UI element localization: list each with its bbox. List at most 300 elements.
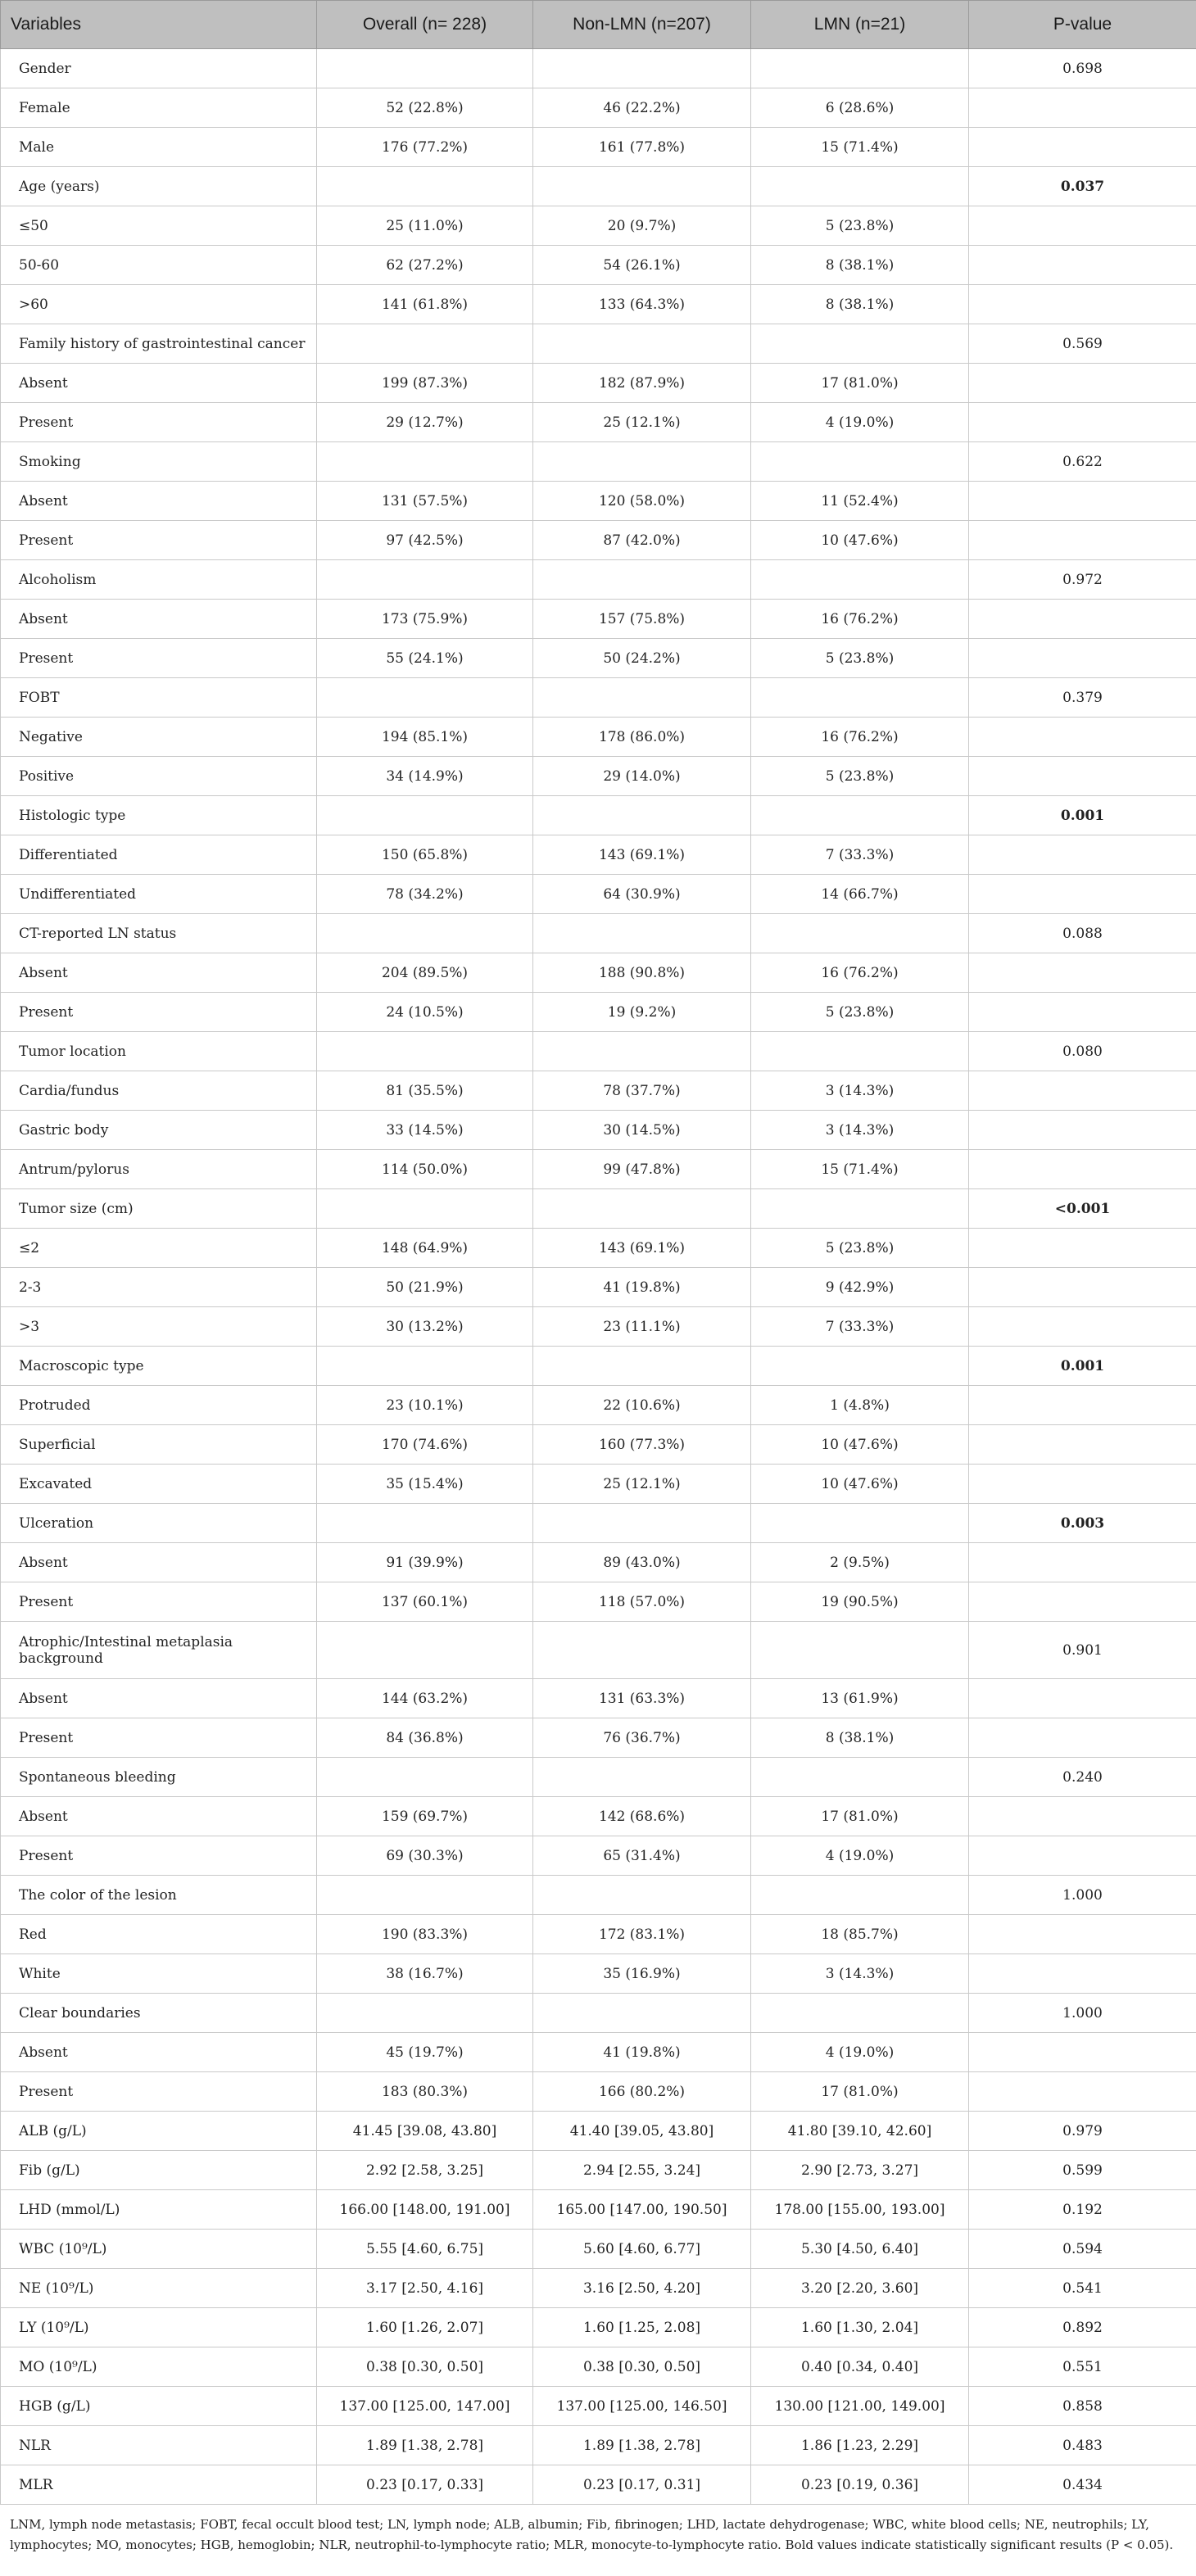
- table-row: [1, 167, 1196, 206]
- header-variables: Variables: [1, 1, 317, 49]
- lmn-cell: 19 (90.5%): [751, 1582, 969, 1622]
- lmn-cell: 11 (52.4%): [751, 482, 969, 521]
- table-row: [1, 1425, 1196, 1465]
- lmn-cell: [751, 1347, 969, 1386]
- overall-cell: 148 (64.9%): [317, 1229, 533, 1268]
- non-lmn-cell: [533, 678, 751, 718]
- variable-cell: Gender: [1, 49, 317, 88]
- lmn-cell: 18 (85.7%): [751, 1915, 969, 1954]
- variable-cell: White: [1, 1954, 317, 1994]
- p-value-cell: 0.698: [969, 49, 1196, 88]
- non-lmn-cell: 30 (14.5%): [533, 1111, 751, 1150]
- table-row: [1, 1836, 1196, 1876]
- table-row: [1, 1758, 1196, 1797]
- lmn-cell: 8 (38.1%): [751, 1718, 969, 1758]
- lmn-cell: 17 (81.0%): [751, 1797, 969, 1836]
- overall-cell: 137.00 [125.00, 147.00]: [317, 2387, 533, 2426]
- p-value-cell: [969, 482, 1196, 521]
- non-lmn-cell: 143 (69.1%): [533, 835, 751, 875]
- p-value-cell: 0.001: [969, 796, 1196, 835]
- non-lmn-cell: [533, 324, 751, 364]
- non-lmn-cell: 87 (42.0%): [533, 521, 751, 560]
- variable-cell: Spontaneous bleeding: [1, 1758, 317, 1797]
- overall-cell: 84 (36.8%): [317, 1718, 533, 1758]
- lmn-cell: [751, 678, 969, 718]
- overall-cell: 114 (50.0%): [317, 1150, 533, 1189]
- p-value-cell: [969, 1718, 1196, 1758]
- p-value-cell: 0.434: [969, 2465, 1196, 2505]
- lmn-cell: [751, 167, 969, 206]
- table-row: [1, 285, 1196, 324]
- overall-cell: 131 (57.5%): [317, 482, 533, 521]
- variable-cell: Protruded: [1, 1386, 317, 1425]
- lmn-cell: 9 (42.9%): [751, 1268, 969, 1307]
- overall-cell: 5.55 [4.60, 6.75]: [317, 2230, 533, 2269]
- overall-cell: 0.23 [0.17, 0.33]: [317, 2465, 533, 2505]
- variable-cell: FOBT: [1, 678, 317, 718]
- non-lmn-cell: 188 (90.8%): [533, 953, 751, 993]
- table-row: [1, 993, 1196, 1032]
- variable-cell: Absent: [1, 953, 317, 993]
- non-lmn-cell: 99 (47.8%): [533, 1150, 751, 1189]
- lmn-cell: [751, 1032, 969, 1071]
- overall-cell: [317, 1504, 533, 1543]
- lmn-cell: 8 (38.1%): [751, 285, 969, 324]
- overall-cell: 55 (24.1%): [317, 639, 533, 678]
- lmn-cell: 6 (28.6%): [751, 88, 969, 128]
- lmn-cell: 5 (23.8%): [751, 639, 969, 678]
- p-value-cell: [969, 835, 1196, 875]
- overall-cell: 0.38 [0.30, 0.50]: [317, 2347, 533, 2387]
- lmn-cell: 1.60 [1.30, 2.04]: [751, 2308, 969, 2347]
- p-value-cell: 0.569: [969, 324, 1196, 364]
- non-lmn-cell: 35 (16.9%): [533, 1954, 751, 1994]
- p-value-cell: [969, 1111, 1196, 1150]
- lmn-cell: 16 (76.2%): [751, 953, 969, 993]
- lmn-cell: [751, 1622, 969, 1679]
- overall-cell: 62 (27.2%): [317, 246, 533, 285]
- non-lmn-cell: 19 (9.2%): [533, 993, 751, 1032]
- p-value-cell: [969, 2072, 1196, 2112]
- overall-cell: 91 (39.9%): [317, 1543, 533, 1582]
- table-row: [1, 1229, 1196, 1268]
- non-lmn-cell: 20 (9.7%): [533, 206, 751, 246]
- non-lmn-cell: 137.00 [125.00, 146.50]: [533, 2387, 751, 2426]
- overall-cell: 3.17 [2.50, 4.16]: [317, 2269, 533, 2308]
- lmn-cell: 10 (47.6%): [751, 1425, 969, 1465]
- table-row: [1, 442, 1196, 482]
- table-row: [1, 49, 1196, 88]
- table-row: [1, 2151, 1196, 2190]
- p-value-cell: [969, 88, 1196, 128]
- variable-cell: Macroscopic type: [1, 1347, 317, 1386]
- table-row: [1, 1797, 1196, 1836]
- lmn-cell: 5 (23.8%): [751, 757, 969, 796]
- table-row: [1, 875, 1196, 914]
- variable-cell: Family history of gastrointestinal cancer: [1, 324, 317, 364]
- overall-cell: 38 (16.7%): [317, 1954, 533, 1994]
- table-row: [1, 600, 1196, 639]
- p-value-cell: [969, 757, 1196, 796]
- table-row: [1, 1543, 1196, 1582]
- non-lmn-cell: [533, 1032, 751, 1071]
- variable-cell: Present: [1, 639, 317, 678]
- lmn-cell: 1 (4.8%): [751, 1386, 969, 1425]
- overall-cell: [317, 796, 533, 835]
- p-value-cell: [969, 521, 1196, 560]
- lmn-cell: [751, 1758, 969, 1797]
- overall-cell: 166.00 [148.00, 191.00]: [317, 2190, 533, 2230]
- variable-cell: Absent: [1, 364, 317, 403]
- variable-cell: >3: [1, 1307, 317, 1347]
- p-value-cell: [969, 1150, 1196, 1189]
- lmn-cell: [751, 1504, 969, 1543]
- non-lmn-cell: 78 (37.7%): [533, 1071, 751, 1111]
- variable-cell: Atrophic/Intestinal metaplasia background: [1, 1622, 317, 1679]
- table-row: [1, 88, 1196, 128]
- lmn-cell: 0.23 [0.19, 0.36]: [751, 2465, 969, 2505]
- table-row: [1, 1622, 1196, 1679]
- overall-cell: 23 (10.1%): [317, 1386, 533, 1425]
- lmn-cell: [751, 796, 969, 835]
- overall-cell: [317, 442, 533, 482]
- non-lmn-cell: 133 (64.3%): [533, 285, 751, 324]
- non-lmn-cell: [533, 167, 751, 206]
- p-value-cell: 0.541: [969, 2269, 1196, 2308]
- variable-cell: Male: [1, 128, 317, 167]
- overall-cell: [317, 324, 533, 364]
- variable-cell: Superficial: [1, 1425, 317, 1465]
- overall-cell: 33 (14.5%): [317, 1111, 533, 1150]
- table-row: [1, 2072, 1196, 2112]
- variable-cell: Present: [1, 1718, 317, 1758]
- variable-cell: >60: [1, 285, 317, 324]
- p-value-cell: 0.858: [969, 2387, 1196, 2426]
- p-value-cell: 0.979: [969, 2112, 1196, 2151]
- table-row: [1, 1465, 1196, 1504]
- overall-cell: 34 (14.9%): [317, 757, 533, 796]
- variable-cell: ALB (g/L): [1, 2112, 317, 2151]
- overall-cell: 30 (13.2%): [317, 1307, 533, 1347]
- table-row: [1, 2269, 1196, 2308]
- non-lmn-cell: [533, 560, 751, 600]
- p-value-cell: 0.901: [969, 1622, 1196, 1679]
- table-row: [1, 2230, 1196, 2269]
- table-row: [1, 403, 1196, 442]
- p-value-cell: 0.599: [969, 2151, 1196, 2190]
- lmn-cell: 7 (33.3%): [751, 1307, 969, 1347]
- overall-cell: 194 (85.1%): [317, 718, 533, 757]
- overall-cell: 50 (21.9%): [317, 1268, 533, 1307]
- overall-cell: [317, 167, 533, 206]
- p-value-cell: [969, 875, 1196, 914]
- overall-cell: 41.45 [39.08, 43.80]: [317, 2112, 533, 2151]
- variable-cell: Differentiated: [1, 835, 317, 875]
- variable-cell: NE (10⁹/L): [1, 2269, 317, 2308]
- overall-cell: 190 (83.3%): [317, 1915, 533, 1954]
- p-value-cell: 0.551: [969, 2347, 1196, 2387]
- non-lmn-cell: 41 (19.8%): [533, 1268, 751, 1307]
- table-row: [1, 1679, 1196, 1718]
- non-lmn-cell: [533, 1994, 751, 2033]
- lmn-cell: 1.86 [1.23, 2.29]: [751, 2426, 969, 2465]
- table-row: [1, 678, 1196, 718]
- overall-cell: 78 (34.2%): [317, 875, 533, 914]
- lmn-cell: 8 (38.1%): [751, 246, 969, 285]
- p-value-cell: [969, 246, 1196, 285]
- variable-cell: Antrum/pylorus: [1, 1150, 317, 1189]
- table-row: [1, 324, 1196, 364]
- variable-cell: Undifferentiated: [1, 875, 317, 914]
- p-value-cell: [969, 403, 1196, 442]
- variable-cell: Present: [1, 403, 317, 442]
- p-value-cell: 0.001: [969, 1347, 1196, 1386]
- variable-cell: LY (10⁹/L): [1, 2308, 317, 2347]
- overall-cell: 141 (61.8%): [317, 285, 533, 324]
- lmn-cell: 3 (14.3%): [751, 1111, 969, 1150]
- variable-cell: WBC (10⁹/L): [1, 2230, 317, 2269]
- overall-cell: [317, 1032, 533, 1071]
- variable-cell: 50-60: [1, 246, 317, 285]
- non-lmn-cell: 76 (36.7%): [533, 1718, 751, 1758]
- variable-cell: ≤2: [1, 1229, 317, 1268]
- variable-cell: ≤50: [1, 206, 317, 246]
- table-row: [1, 1386, 1196, 1425]
- non-lmn-cell: 143 (69.1%): [533, 1229, 751, 1268]
- p-value-cell: 0.483: [969, 2426, 1196, 2465]
- p-value-cell: 0.892: [969, 2308, 1196, 2347]
- lmn-cell: 4 (19.0%): [751, 1836, 969, 1876]
- p-value-cell: [969, 1425, 1196, 1465]
- non-lmn-cell: 41.40 [39.05, 43.80]: [533, 2112, 751, 2151]
- variable-cell: Fib (g/L): [1, 2151, 317, 2190]
- table-row: [1, 1347, 1196, 1386]
- lmn-cell: 5 (23.8%): [751, 1229, 969, 1268]
- p-value-cell: [969, 718, 1196, 757]
- non-lmn-cell: 131 (63.3%): [533, 1679, 751, 1718]
- overall-cell: 1.89 [1.38, 2.78]: [317, 2426, 533, 2465]
- overall-cell: 173 (75.9%): [317, 600, 533, 639]
- variable-cell: Positive: [1, 757, 317, 796]
- variable-cell: Smoking: [1, 442, 317, 482]
- lmn-cell: [751, 1189, 969, 1229]
- variable-cell: 2-3: [1, 1268, 317, 1307]
- table-row: [1, 2190, 1196, 2230]
- overall-cell: 159 (69.7%): [317, 1797, 533, 1836]
- non-lmn-cell: 182 (87.9%): [533, 364, 751, 403]
- table-row: [1, 2112, 1196, 2151]
- table-row: [1, 1718, 1196, 1758]
- table-row: [1, 796, 1196, 835]
- table-row: [1, 1150, 1196, 1189]
- table-row: [1, 1032, 1196, 1071]
- non-lmn-cell: 5.60 [4.60, 6.77]: [533, 2230, 751, 2269]
- table-row: [1, 246, 1196, 285]
- variable-cell: Absent: [1, 482, 317, 521]
- p-value-cell: 0.088: [969, 914, 1196, 953]
- variable-cell: Cardia/fundus: [1, 1071, 317, 1111]
- lmn-cell: 0.40 [0.34, 0.40]: [751, 2347, 969, 2387]
- non-lmn-cell: [533, 1504, 751, 1543]
- table-row: [1, 953, 1196, 993]
- p-value-cell: [969, 639, 1196, 678]
- p-value-cell: 1.000: [969, 1994, 1196, 2033]
- non-lmn-cell: [533, 1876, 751, 1915]
- lmn-cell: 14 (66.7%): [751, 875, 969, 914]
- p-value-cell: [969, 600, 1196, 639]
- overall-cell: [317, 560, 533, 600]
- variable-cell: Excavated: [1, 1465, 317, 1504]
- variable-cell: Ulceration: [1, 1504, 317, 1543]
- p-value-cell: [969, 1915, 1196, 1954]
- overall-cell: 144 (63.2%): [317, 1679, 533, 1718]
- p-value-cell: 0.594: [969, 2230, 1196, 2269]
- overall-cell: 81 (35.5%): [317, 1071, 533, 1111]
- lmn-cell: 10 (47.6%): [751, 521, 969, 560]
- overall-cell: 150 (65.8%): [317, 835, 533, 875]
- lmn-cell: 5.30 [4.50, 6.40]: [751, 2230, 969, 2269]
- table-header-row: [1, 1, 1196, 49]
- non-lmn-cell: 64 (30.9%): [533, 875, 751, 914]
- non-lmn-cell: 0.38 [0.30, 0.50]: [533, 2347, 751, 2387]
- p-value-cell: [969, 1836, 1196, 1876]
- non-lmn-cell: 54 (26.1%): [533, 246, 751, 285]
- non-lmn-cell: [533, 442, 751, 482]
- table-row: [1, 2387, 1196, 2426]
- lmn-cell: 4 (19.0%): [751, 403, 969, 442]
- variable-cell: Age (years): [1, 167, 317, 206]
- variable-cell: Histologic type: [1, 796, 317, 835]
- overall-cell: 1.60 [1.26, 2.07]: [317, 2308, 533, 2347]
- table-row: [1, 1504, 1196, 1543]
- non-lmn-cell: 46 (22.2%): [533, 88, 751, 128]
- p-value-cell: 0.972: [969, 560, 1196, 600]
- lmn-cell: 5 (23.8%): [751, 206, 969, 246]
- table-row: [1, 2465, 1196, 2505]
- overall-cell: 183 (80.3%): [317, 2072, 533, 2112]
- p-value-cell: [969, 206, 1196, 246]
- non-lmn-cell: 120 (58.0%): [533, 482, 751, 521]
- p-value-cell: <0.001: [969, 1189, 1196, 1229]
- non-lmn-cell: 22 (10.6%): [533, 1386, 751, 1425]
- overall-cell: 24 (10.5%): [317, 993, 533, 1032]
- lmn-cell: 3 (14.3%): [751, 1954, 969, 1994]
- non-lmn-cell: 166 (80.2%): [533, 2072, 751, 2112]
- table-row: [1, 560, 1196, 600]
- table-row: [1, 1071, 1196, 1111]
- table-footnote: LNM, lymph node metastasis; FOBT, fecal occult blood test; LN, lymph node; ALB, albumin; Fib, fibrinogen; LHD, lactate dehydrogenase; WBC, white blood cells; NE, neutrophils; LY, lymphocytes; MO, monocytes; HGB, hemoglobin; NLR, neutrophil-to-lymphocyte ratio; MLR, monocyte-to-lymphocyte ratio. Bold values indicate statistically significant results (P < 0.05).: [10, 2517, 1174, 2552]
- table-row: [1, 482, 1196, 521]
- non-lmn-cell: 0.23 [0.17, 0.31]: [533, 2465, 751, 2505]
- non-lmn-cell: 1.60 [1.25, 2.08]: [533, 2308, 751, 2347]
- lmn-cell: 17 (81.0%): [751, 2072, 969, 2112]
- p-value-cell: [969, 285, 1196, 324]
- table-row: [1, 2033, 1196, 2072]
- p-value-cell: 0.240: [969, 1758, 1196, 1797]
- lmn-cell: 13 (61.9%): [751, 1679, 969, 1718]
- lmn-cell: [751, 914, 969, 953]
- overall-cell: 97 (42.5%): [317, 521, 533, 560]
- p-value-cell: 0.003: [969, 1504, 1196, 1543]
- non-lmn-cell: [533, 1189, 751, 1229]
- variable-cell: Gastric body: [1, 1111, 317, 1150]
- non-lmn-cell: 29 (14.0%): [533, 757, 751, 796]
- lmn-cell: [751, 560, 969, 600]
- p-value-cell: [969, 1543, 1196, 1582]
- overall-cell: 199 (87.3%): [317, 364, 533, 403]
- overall-cell: [317, 914, 533, 953]
- p-value-cell: 0.379: [969, 678, 1196, 718]
- table-row: [1, 1111, 1196, 1150]
- variable-cell: Clear boundaries: [1, 1994, 317, 2033]
- header-p-value: P-value: [969, 1, 1196, 49]
- overall-cell: [317, 1994, 533, 2033]
- variable-cell: Tumor location: [1, 1032, 317, 1071]
- lmn-cell: 7 (33.3%): [751, 835, 969, 875]
- lmn-cell: 3.20 [2.20, 3.60]: [751, 2269, 969, 2308]
- overall-cell: 52 (22.8%): [317, 88, 533, 128]
- variable-cell: Negative: [1, 718, 317, 757]
- p-value-cell: [969, 1465, 1196, 1504]
- variable-cell: Absent: [1, 1797, 317, 1836]
- lmn-cell: 178.00 [155.00, 193.00]: [751, 2190, 969, 2230]
- overall-cell: 69 (30.3%): [317, 1836, 533, 1876]
- table-row: [1, 128, 1196, 167]
- overall-cell: 137 (60.1%): [317, 1582, 533, 1622]
- overall-cell: [317, 1189, 533, 1229]
- lmn-cell: 130.00 [121.00, 149.00]: [751, 2387, 969, 2426]
- p-value-cell: [969, 1679, 1196, 1718]
- table-row: [1, 639, 1196, 678]
- overall-cell: 29 (12.7%): [317, 403, 533, 442]
- non-lmn-cell: 89 (43.0%): [533, 1543, 751, 1582]
- non-lmn-cell: [533, 1622, 751, 1679]
- non-lmn-cell: 23 (11.1%): [533, 1307, 751, 1347]
- lmn-cell: 16 (76.2%): [751, 718, 969, 757]
- non-lmn-cell: 118 (57.0%): [533, 1582, 751, 1622]
- lmn-cell: 5 (23.8%): [751, 993, 969, 1032]
- non-lmn-cell: 65 (31.4%): [533, 1836, 751, 1876]
- table-row: [1, 1582, 1196, 1622]
- variable-cell: Tumor size (cm): [1, 1189, 317, 1229]
- lmn-cell: 2 (9.5%): [751, 1543, 969, 1582]
- p-value-cell: 0.080: [969, 1032, 1196, 1071]
- non-lmn-cell: [533, 914, 751, 953]
- non-lmn-cell: 165.00 [147.00, 190.50]: [533, 2190, 751, 2230]
- lmn-cell: 10 (47.6%): [751, 1465, 969, 1504]
- variable-cell: Present: [1, 1582, 317, 1622]
- table-row: [1, 2426, 1196, 2465]
- overall-cell: 2.92 [2.58, 3.25]: [317, 2151, 533, 2190]
- variable-cell: Present: [1, 2072, 317, 2112]
- table-row: [1, 1307, 1196, 1347]
- p-value-cell: [969, 953, 1196, 993]
- table-row: [1, 1915, 1196, 1954]
- p-value-cell: [969, 993, 1196, 1032]
- variable-cell: Present: [1, 521, 317, 560]
- lmn-cell: 15 (71.4%): [751, 128, 969, 167]
- p-value-cell: [969, 1307, 1196, 1347]
- p-value-cell: [969, 1229, 1196, 1268]
- lmn-cell: [751, 1876, 969, 1915]
- table-row: [1, 364, 1196, 403]
- variable-cell: LHD (mmol/L): [1, 2190, 317, 2230]
- variable-cell: Present: [1, 993, 317, 1032]
- table-row: [1, 1994, 1196, 2033]
- variable-cell: HGB (g/L): [1, 2387, 317, 2426]
- overall-cell: 45 (19.7%): [317, 2033, 533, 2072]
- lmn-cell: 15 (71.4%): [751, 1150, 969, 1189]
